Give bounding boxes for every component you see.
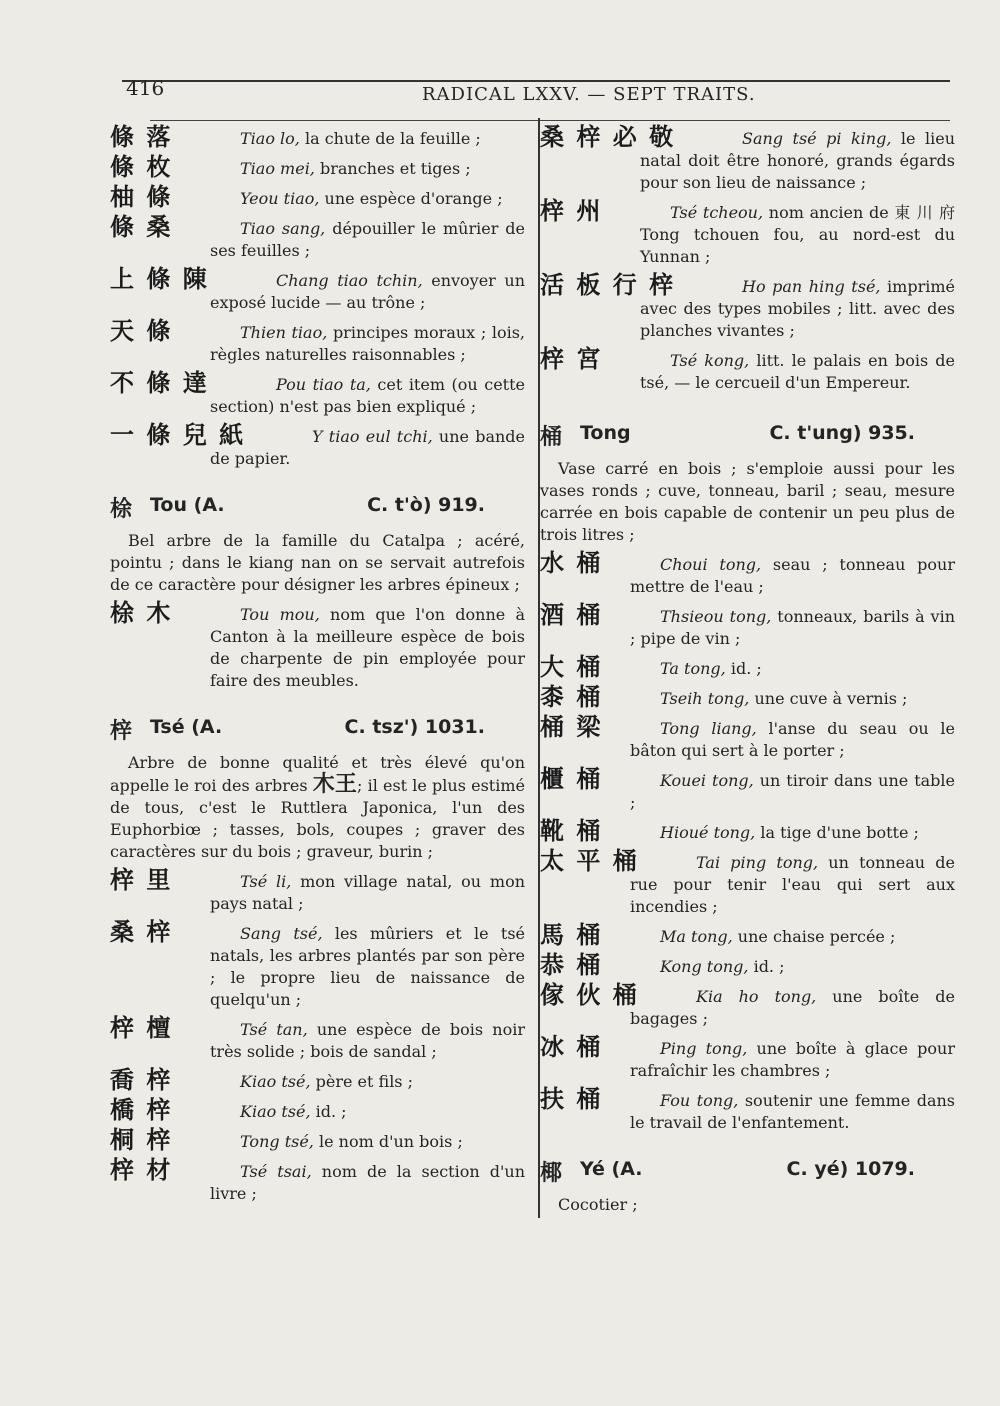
page-header: [122, 76, 950, 116]
entry-chinese: 梓 里: [110, 866, 173, 894]
entry-gloss: nom ancien de 東 川 府 Tong tchouen fou, au nord-est du Yunnan ;: [640, 203, 955, 266]
section-name: Tsé (A.: [150, 716, 223, 738]
entry-gloss: imprimé avec des types mobiles ; litt. avec des planches vivantes ;: [640, 277, 955, 340]
entry-gloss: id. ;: [310, 1102, 347, 1121]
dictionary-entry: [540, 981, 956, 1030]
entry-list: [540, 549, 956, 1134]
left-column: [110, 123, 526, 1213]
entry-romanization: Tai ping tong,: [696, 853, 819, 872]
dictionary-entry: [540, 123, 956, 194]
entry-list: [540, 123, 956, 394]
entry-gloss: litt. le palais en bois de tsé, — le cercueil d'un Empereur.: [640, 351, 956, 392]
entry-romanization: Tou mou,: [240, 605, 320, 624]
entry-gloss: un tonneau de rue pour tenir l'eau qui sert aux incendies ;: [630, 853, 956, 916]
entry-romanization: Ta tong,: [660, 659, 726, 678]
entry-gloss: cet item (ou cette section) n'est pas bien expliqué ;: [210, 375, 525, 416]
entry-gloss: nom de la section d'un livre ;: [210, 1162, 526, 1203]
entry-romanization: Tong liang,: [660, 719, 757, 738]
dictionary-entry: [540, 765, 956, 814]
entry-romanization: Kouei tong,: [660, 771, 754, 790]
section-heading-tou: [110, 492, 525, 522]
section-code: C. yé) 1079.: [786, 1158, 915, 1180]
entry-chinese: 靴 桶: [540, 817, 603, 845]
definition-chinese: 木王: [312, 772, 357, 797]
entry-chinese: 恭 桶: [540, 951, 603, 979]
entry-chinese: 條 枚: [110, 153, 173, 181]
entry-gloss: nom que l'on donne à Canton à la meilleure espèce de bois de charpente de pin employée pour faire des meubles.: [210, 605, 525, 690]
entry-chinese: 天 條: [110, 317, 173, 345]
entry-romanization: Ping tong,: [660, 1039, 748, 1058]
entry-romanization: Kiao tsé,: [240, 1072, 311, 1091]
dictionary-entry: [110, 123, 525, 151]
entry-romanization: Thien tiao,: [240, 323, 328, 342]
right-column: [540, 123, 956, 1224]
running-head: RADICAL LXXV. — SEPT TRAITS.: [422, 84, 756, 105]
section-name: Tou (A.: [150, 494, 225, 516]
entry-romanization: Tseih tong,: [660, 689, 750, 708]
entry-romanization: Fou tong,: [660, 1091, 739, 1110]
dictionary-entry: [540, 847, 956, 918]
entry-chinese: 櫃 桶: [540, 765, 603, 793]
section-char: 桶: [540, 425, 563, 450]
dictionary-entry: [540, 951, 955, 979]
entry-chinese: 傢 伙 桶: [540, 981, 639, 1009]
dictionary-entry: [110, 183, 525, 211]
entry-gloss: soutenir une femme dans le travail de l'enfantement.: [630, 1091, 955, 1132]
entry-romanization: Tiao sang,: [240, 219, 326, 238]
entry-gloss: le lieu natal doit être honoré, grands égards pour son lieu de naissance ;: [640, 129, 956, 192]
entry-gloss: envoyer un exposé lucide — au trône ;: [210, 271, 525, 312]
entry-chinese: 上 條 陳: [110, 265, 209, 293]
entry-romanization: Sang tsé pi king,: [742, 129, 892, 148]
entry-chinese: 桼 桶: [540, 683, 603, 711]
entry-gloss: l'anse du seau ou le bâton qui sert à le porter ;: [630, 719, 956, 760]
section-code: C. tsz') 1031.: [344, 716, 485, 738]
entry-gloss: la chute de la feuille ;: [299, 129, 481, 148]
dictionary-entry: [110, 918, 526, 1011]
entry-chinese: 馬 桶: [540, 921, 603, 949]
dictionary-entry: [540, 817, 955, 845]
entry-chinese: 梓 宮: [540, 345, 603, 373]
entry-chinese: 桑 梓: [110, 918, 173, 946]
section-heading-ye: [540, 1156, 955, 1186]
entry-chinese: 酒 桶: [540, 601, 603, 629]
dictionary-entry: [110, 1014, 525, 1063]
entry-romanization: Y tiao eul tchi,: [312, 427, 433, 446]
entry-gloss: mon village natal, ou mon pays natal ;: [210, 872, 526, 913]
entry-gloss: une chaise percée ;: [732, 927, 896, 946]
entry-gloss: une cuve à vernis ;: [749, 689, 908, 708]
definition-text: Arbre de bonne qualité et très élevé qu'on appelle le roi des arbres: [110, 753, 525, 795]
page-number: 416: [126, 76, 165, 100]
entry-gloss: id. ;: [725, 659, 762, 678]
entry-romanization: Pou tiao ta,: [276, 375, 371, 394]
entry-chinese: 太 平 桶: [540, 847, 639, 875]
section-code: C. t'ung) 935.: [769, 422, 915, 444]
entry-gloss: les mûriers et le tsé natals, les arbres plantés par son père ; le propre lieu de naissance de quelqu'un ;: [210, 924, 526, 1009]
section-name: Tong: [580, 422, 631, 444]
entry-gloss: une bande de papier.: [210, 427, 525, 468]
dictionary-entry: [110, 265, 525, 314]
entry-chinese: 梓 檀: [110, 1014, 173, 1042]
entry-chinese: 不 條 達: [110, 369, 209, 397]
entry-gloss: branches et tiges ;: [314, 159, 471, 178]
dictionary-entry: [110, 421, 525, 470]
dictionary-entry: [110, 213, 526, 262]
section-definition: [110, 752, 525, 863]
entry-chinese: 水 桶: [540, 549, 603, 577]
entry-chinese: 大 桶: [540, 653, 603, 681]
entry-romanization: Kiao tsé,: [240, 1102, 311, 1121]
entry-gloss: la tige d'une botte ;: [755, 823, 919, 842]
entry-chinese: 冰 桶: [540, 1033, 603, 1061]
header-rule-thin: [150, 120, 950, 121]
section-definition: Bel arbre de la famille du Catalpa ; acéré, pointu ; dans le kiang nan on se servait autrefois de ce caractère pour désigner les arbres épineux ;: [110, 531, 525, 594]
dictionary-entry: [110, 1096, 525, 1124]
dictionary-entry: [540, 271, 955, 342]
section-code: C. t'ò) 919.: [367, 494, 485, 516]
entry-romanization: Ma tong,: [660, 927, 733, 946]
entry-chinese: 梌 木: [110, 599, 173, 627]
section-name: Yé (A.: [580, 1158, 643, 1180]
entry-gloss: père et fils ;: [310, 1072, 413, 1091]
entry-romanization: Chang tiao tchin,: [276, 271, 423, 290]
section-char: 梓: [110, 719, 133, 744]
dictionary-entry: [540, 601, 956, 650]
dictionary-entry: [540, 549, 955, 598]
entry-gloss: le nom d'un bois ;: [313, 1132, 463, 1151]
dictionary-entry: [110, 153, 525, 181]
entry-romanization: Ho pan hing tsé,: [742, 277, 881, 296]
entry-romanization: Tsé tsai,: [240, 1162, 312, 1181]
entry-romanization: Kong tong,: [660, 957, 749, 976]
entry-romanization: Yeou tiao,: [240, 189, 320, 208]
entry-romanization: Tsé tcheou,: [670, 203, 764, 222]
dictionary-entry: [540, 1033, 955, 1082]
section-heading-tse: [110, 714, 525, 744]
dictionary-entry: [540, 1085, 955, 1134]
dictionary-entry: [540, 197, 955, 268]
dictionary-entry: [540, 683, 955, 711]
entry-chinese: 喬 梓: [110, 1066, 173, 1094]
entry-chinese: 柚 條: [110, 183, 173, 211]
entry-romanization: Choui tong,: [660, 555, 762, 574]
entry-chinese: 條 落: [110, 123, 173, 151]
entry-romanization: Tiao mei,: [240, 159, 315, 178]
entry-list: [110, 123, 526, 470]
entry-chinese: 扶 桶: [540, 1085, 603, 1113]
section-char: 梌: [110, 497, 133, 522]
entry-gloss: un tiroir dans une table ;: [630, 771, 956, 812]
definition-text: ; il est le plus estimé de tous, c'est le Ruttlera Japonica, l'un des Euphorbiœ ; tasses, bols, coupes ; graver des caractères sur du bois ; graveur, burin ;: [110, 776, 525, 861]
entry-gloss: dépouiller le mûrier de ses feuilles ;: [210, 219, 526, 260]
entry-chinese: 桑 梓 必 敬: [540, 123, 676, 151]
entry-gloss: seau ; tonneau pour mettre de l'eau ;: [630, 555, 955, 596]
dictionary-entry: [540, 653, 955, 681]
entry-gloss: principes moraux ; lois, règles naturelles raisonnables ;: [210, 323, 526, 364]
entry-chinese: 桶 梁: [540, 713, 603, 741]
entry-chinese: 橋 梓: [110, 1096, 173, 1124]
dictionary-entry: [540, 713, 956, 762]
dictionary-entry: [540, 921, 955, 949]
entry-gloss: tonneaux, barils à vin ; pipe de vin ;: [630, 607, 956, 648]
dictionary-entry: [110, 1126, 525, 1154]
dictionary-entry: [110, 369, 525, 418]
entry-chinese: 條 桑: [110, 213, 173, 241]
dictionary-entry: [110, 1066, 525, 1094]
entry-romanization: Tsé tan,: [240, 1020, 308, 1039]
dictionary-entry: [110, 599, 525, 692]
dictionary-entry: [110, 1156, 526, 1205]
entry-romanization: Hioué tong,: [660, 823, 756, 842]
entry-romanization: Tiao lo,: [240, 129, 300, 148]
entry-gloss: une espèce de bois noir très solide ; bois de sandal ;: [210, 1020, 525, 1061]
entry-chinese: 桐 梓: [110, 1126, 173, 1154]
entry-chinese: 一 條 兒 紙: [110, 421, 246, 449]
entry-list: [110, 599, 525, 692]
dictionary-entry: [110, 866, 526, 915]
entry-gloss: une espèce d'orange ;: [319, 189, 503, 208]
section-definition: Cocotier ;: [558, 1195, 638, 1214]
entry-gloss: une boîte à glace pour rafraîchir les chambres ;: [630, 1039, 955, 1080]
entry-chinese: 活 板 行 梓: [540, 271, 676, 299]
entry-romanization: Tsé li,: [240, 872, 292, 891]
entry-gloss: une boîte de bagages ;: [630, 987, 956, 1028]
entry-romanization: Tsé kong,: [670, 351, 750, 370]
dictionary-entry: [540, 345, 956, 394]
entry-list: [110, 866, 526, 1205]
entry-chinese: 梓 材: [110, 1156, 173, 1184]
entry-chinese: 梓 州: [540, 197, 603, 225]
section-heading-tong: [540, 420, 955, 450]
entry-romanization: Thsieou tong,: [660, 607, 772, 626]
dictionary-entry: [110, 317, 526, 366]
section-definition: Vase carré en bois ; s'emploie aussi pour les vases ronds ; cuve, tonneau, baril ; seau, mesure carrée en bois capable de contenir un peu plus de trois litres ;: [540, 459, 955, 544]
entry-romanization: Sang tsé,: [240, 924, 323, 943]
entry-romanization: Kia ho tong,: [696, 987, 817, 1006]
entry-romanization: Tong tsé,: [240, 1132, 314, 1151]
section-char: 椰: [540, 1161, 563, 1186]
entry-gloss: id. ;: [748, 957, 785, 976]
